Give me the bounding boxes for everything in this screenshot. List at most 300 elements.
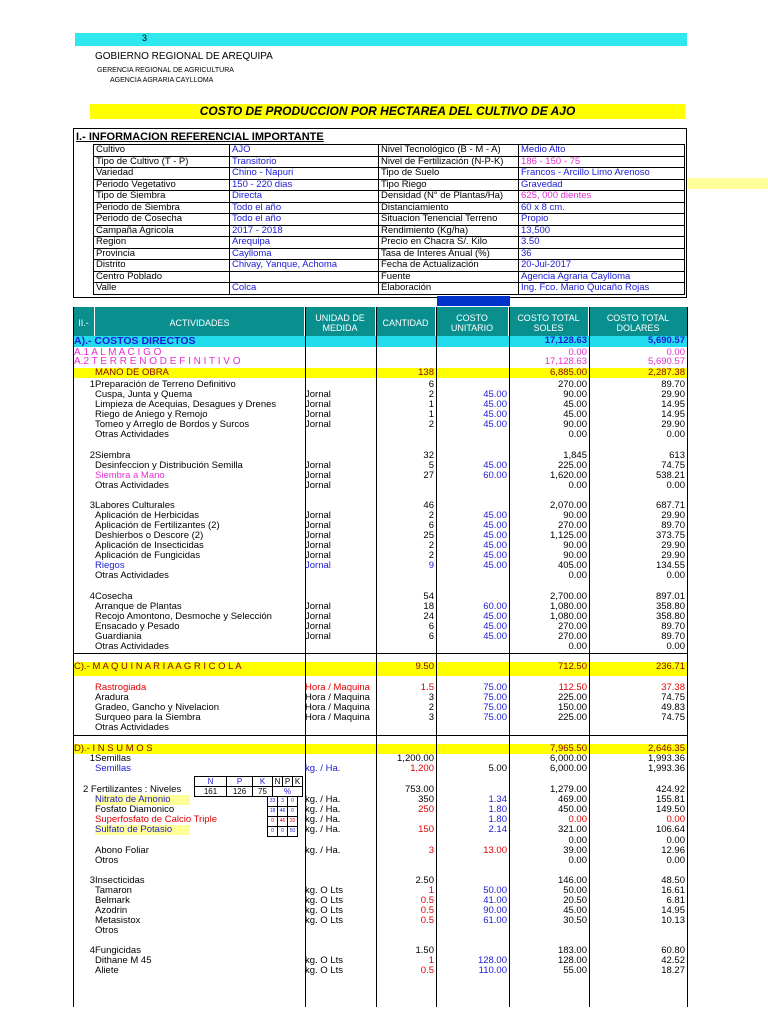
composition-cell: 0 [268, 827, 278, 837]
direct-costs-label: A).- COSTOS DIRECTOS [74, 335, 196, 347]
cost-cell-unit: kg. O Lts [305, 965, 344, 976]
cost-cell-dollars: 0.00 [666, 814, 685, 825]
cost-cell-activity: Recojo Amontono, Desmoche y Selección [95, 611, 272, 622]
cost-cell-soles: 45.00 [563, 399, 587, 410]
cost-cell-unit: Jornal [305, 601, 331, 612]
cost-cell-num [73, 511, 95, 521]
cost-cell-activity: Sulfato de Potasio [95, 824, 173, 835]
cost-cell-soles: 90.00 [563, 550, 587, 561]
info-label: Densidad (N° de Plantas/Ha) [379, 191, 519, 203]
cost-cell-unit: kg. / Ha. [305, 845, 341, 856]
cost-cell-unit-cost: 75.00 [483, 692, 507, 703]
cost-cell-qty: 2 [428, 540, 434, 551]
cost-cell-activity: Cuspa, Junta y Quema [95, 389, 193, 400]
cost-cell-dollars: 42.52 [661, 955, 685, 966]
cost-cell-activity: Metasistox [95, 915, 141, 926]
cost-cell-num [73, 703, 95, 713]
cost-cell-qty [376, 642, 434, 652]
cost-cell-dollars: 29.90 [661, 419, 685, 430]
cost-cell-dollars: 74.75 [661, 692, 685, 703]
cost-cell-activity: Insecticidas [95, 875, 145, 886]
cost-cell-soles: 1,080.00 [550, 611, 587, 622]
npk-header-k: K [253, 777, 273, 787]
cost-cell-unit [305, 642, 376, 652]
info-value: Todo el año [230, 202, 379, 214]
cost-cell-unit: kg. / Ha. [305, 814, 341, 825]
cost-cell-dollars: 10.13 [661, 915, 685, 926]
composition-cell: 46 [278, 807, 288, 817]
cost-cell-num [73, 886, 95, 896]
cost-cell-unit [305, 856, 376, 866]
composition-cell: 50 [288, 827, 298, 837]
cost-cell-unit: kg. / Ha. [305, 804, 341, 815]
cost-cell-soles: 90.00 [563, 389, 587, 400]
info-label: Tipo de Siembra [94, 191, 230, 203]
cost-cell-dollars: 12.96 [661, 845, 685, 856]
cost-cell-unit: kg. O Lts [305, 915, 344, 926]
page-number: 3 [142, 33, 148, 43]
cost-cell-dollars: 14.95 [661, 905, 685, 916]
machinery-label: C).- M A Q U I N A R I A A G R I C O L A [74, 661, 242, 672]
cost-cell-qty: 5 [428, 460, 434, 471]
info-value: Colca [230, 283, 379, 295]
cost-cell-num [73, 410, 95, 420]
cost-cell-soles: 6,000.00 [550, 753, 587, 764]
info-row [94, 283, 685, 295]
cost-cell-dollars: 14.95 [661, 399, 685, 410]
cost-cell-activity: Arranque de Plantas [95, 601, 182, 612]
cost-cell-activity: Semillas [95, 763, 131, 774]
cost-cell-unit-cost: 45.00 [483, 389, 507, 400]
cost-cell-unit: Jornal [305, 510, 331, 521]
cost-cell-dollars: 18.27 [661, 965, 685, 976]
cost-cell-num [73, 805, 95, 815]
almacigo-dollars: 0.00 [666, 347, 685, 358]
cost-cell-activity: Siembra [95, 450, 131, 461]
cost-cell-soles: 0.00 [568, 814, 587, 825]
info-label: Situacion Tenencial Terreno [379, 214, 519, 226]
info-label: Nivel de Fertilización (N-P-K) [379, 156, 519, 168]
cost-cell-num [73, 896, 95, 906]
composition-cell: 18 [268, 807, 278, 817]
cost-cell-soles: 90.00 [563, 510, 587, 521]
cost-cell-activity: Otras Actividades [95, 722, 169, 733]
cost-cell-activity: Otras Actividades [95, 429, 169, 440]
labor-soles: 6,885.00 [550, 367, 587, 378]
cost-cell-num [73, 561, 95, 571]
cost-cell-soles: 1,845 [563, 450, 587, 461]
cost-cell-activity: Siembra a Mano [95, 470, 165, 481]
cost-cell-unit-cost: 45.00 [483, 530, 507, 541]
cost-cell-dollars: 687.71 [655, 500, 685, 511]
cost-cell-qty: 2 [428, 419, 434, 430]
info-label: Elaboración [379, 283, 519, 295]
cost-cell-num [73, 906, 95, 916]
cost-cell-soles: 45.00 [563, 905, 587, 916]
fertilizer-composition-table [267, 796, 298, 837]
cost-cell-activity: Azodrin [95, 905, 128, 916]
info-value: AJO [230, 145, 379, 157]
cost-cell-num [73, 390, 95, 400]
cost-cell-qty: 1.5 [420, 682, 434, 693]
col-header-activities: ACTIVIDADES [95, 307, 305, 338]
cost-cell-qty: 1.50 [415, 945, 434, 956]
cost-cell-dollars: 37.38 [661, 682, 685, 693]
cost-cell-unit: Jornal [305, 460, 331, 471]
cost-cell-soles: 1,279.00 [550, 784, 587, 795]
cost-cell-soles: 270.00 [557, 631, 587, 642]
top-color-bar [75, 33, 687, 46]
info-value: Chino - Napuri [230, 168, 379, 180]
cost-cell-activity: Ensacado y Pesado [95, 621, 180, 632]
info-value: 36 [519, 248, 685, 260]
cost-cell-soles [509, 723, 587, 733]
cost-cell-dollars: 74.75 [661, 460, 685, 471]
cost-cell-qty: 0.5 [420, 965, 434, 976]
info-label: Tasa de Interes Anual (%) [379, 248, 519, 260]
grid-line [73, 735, 687, 736]
cost-cell-unit-cost: 45.00 [483, 460, 507, 471]
cost-cell-unit: Jornal [305, 631, 331, 642]
gerencia-header: GERENCIA REGIONAL DE AGRICULTURA [97, 67, 234, 74]
cost-cell-num [73, 420, 95, 430]
cost-cell-qty [376, 481, 434, 491]
terreno-label: A.2 T E R R E N O D E F I N I T I V O [74, 356, 241, 367]
cost-cell-qty: 54 [423, 591, 434, 602]
cost-cell-qty: 0.5 [420, 905, 434, 916]
cost-cell-qty [376, 926, 434, 936]
cost-cell-dollars: 74.75 [661, 712, 685, 723]
info-label: Tipo Riego [379, 179, 519, 191]
cost-cell-num [73, 481, 95, 491]
col-header-total-dollars: COSTO TOTAL DOLARES [589, 307, 687, 338]
cost-cell-unit-cost [436, 723, 507, 733]
cost-cell-activity: Otros [95, 855, 119, 866]
cost-cell-unit-cost [436, 856, 507, 866]
info-value: Francos - Arcillo Limo Arenoso [519, 168, 685, 180]
cost-cell-soles: 146.00 [557, 875, 587, 886]
cost-cell-dollars: 89.70 [661, 379, 685, 390]
cost-cell-unit-cost: 45.00 [483, 621, 507, 632]
cost-cell-unit: kg. / Ha. [305, 794, 341, 805]
cost-cell-dollars: 0.00 [666, 429, 685, 440]
cost-cell-soles: 0.00 [568, 641, 587, 652]
info-label: Periodo de Siembra [94, 202, 230, 214]
cost-cell-unit-cost: 1.80 [488, 804, 507, 815]
info-value: Arequipa [230, 237, 379, 249]
info-value: 625, 000 dientes [519, 191, 685, 203]
cost-cell-soles [509, 926, 587, 936]
cost-cell-qty: 18 [423, 601, 434, 612]
cost-cell-dollars: 48.50 [661, 875, 685, 886]
cost-cell-qty: 753.00 [404, 784, 434, 795]
composition-cell: 0 [278, 827, 288, 837]
cost-cell-unit-cost: 45.00 [483, 550, 507, 561]
cost-cell-dollars: 29.90 [661, 550, 685, 561]
cost-cell-dollars: 538.21 [655, 470, 685, 481]
cost-cell-unit: Jornal [305, 399, 331, 410]
cost-cell-qty: 1,200.00 [397, 753, 434, 764]
cost-cell-num [73, 846, 95, 856]
composition-cell: 0 [268, 817, 278, 827]
npk-h2-k: K [293, 777, 303, 787]
cost-cell-dollars: 0.00 [666, 855, 685, 866]
cost-cell-qty: 6 [428, 631, 434, 642]
cost-cell-soles: 225.00 [557, 692, 587, 703]
composition-cell: 0 [288, 797, 298, 807]
cost-cell-qty: 6 [428, 520, 434, 531]
cost-cell-soles: 2,700.00 [550, 591, 587, 602]
cost-cell-qty: 3 [428, 712, 434, 723]
cost-cell-soles: 6,000.00 [550, 763, 587, 774]
cost-cell-unit-cost: 45.00 [483, 399, 507, 410]
cost-cell-unit-cost: 45.00 [483, 510, 507, 521]
cost-cell-num [73, 602, 95, 612]
info-value: Agencia Agraria Caylloma [519, 271, 685, 283]
info-row [94, 202, 685, 214]
cost-cell-num [73, 612, 95, 622]
cost-cell-num [73, 531, 95, 541]
npk-value-k: 75 [253, 787, 273, 797]
cost-cell-dollars: 89.70 [661, 621, 685, 632]
cost-cell-dollars: 6.81 [666, 895, 685, 906]
cost-cell-unit-cost: 45.00 [483, 520, 507, 531]
direct-costs-dollars: 5,690.57 [648, 335, 685, 346]
cost-cell-dollars [589, 926, 685, 936]
cost-cell-num [73, 966, 95, 976]
cost-cell-qty: 2 [428, 702, 434, 713]
cost-cell-num: 4 [89, 945, 95, 956]
composition-cell: 3 [278, 797, 288, 807]
cost-cell-qty: 32 [423, 450, 434, 461]
cost-cell-qty [376, 723, 434, 733]
cost-cell-qty: 2 [428, 389, 434, 400]
info-value: Todo el año [230, 214, 379, 226]
cost-cell-unit [305, 571, 376, 581]
info-label: Precio en Chacra S/. Kilo [379, 237, 519, 249]
cost-cell-unit [305, 926, 376, 936]
info-label: Rendimiento (Kg/ha) [379, 225, 519, 237]
cost-cell-soles: 270.00 [557, 621, 587, 632]
cost-cell-soles: 0.00 [568, 835, 587, 846]
cost-cell-dollars: 424.92 [655, 784, 685, 795]
cost-cell-unit: kg. O Lts [305, 885, 344, 896]
cost-cell-activity: Guardiania [95, 631, 142, 642]
cost-cell-unit: Hora / Maquina [305, 702, 370, 713]
cost-cell-soles: 270.00 [557, 520, 587, 531]
cost-cell-num: 1 [89, 379, 95, 390]
composition-cell: 0 [288, 807, 298, 817]
info-value: Gravedad [519, 179, 685, 191]
npk-percent: % [273, 787, 303, 797]
grid-line [687, 307, 688, 1007]
cost-cell-dollars: 14.95 [661, 409, 685, 420]
npk-header-n: N [195, 777, 227, 787]
cost-cell-num [73, 815, 95, 825]
info-row [94, 191, 685, 203]
cost-cell-dollars: 29.90 [661, 510, 685, 521]
cost-cell-unit: Jornal [305, 530, 331, 541]
info-value: 60 x 8 cm. [519, 202, 685, 214]
cost-cell-unit: Hora / Maquina [305, 712, 370, 723]
npk-header-p: P [227, 777, 253, 787]
cost-cell-unit: kg. O Lts [305, 895, 344, 906]
cost-cell-unit-cost: 45.00 [483, 611, 507, 622]
cost-cell-unit-cost: 75.00 [483, 682, 507, 693]
cost-cell-num [73, 956, 95, 966]
cost-cell-activity: Tamaron [95, 885, 132, 896]
info-value: Medio Alto [519, 145, 685, 157]
cost-cell-num [73, 713, 95, 723]
cost-cell-soles: 321.00 [557, 824, 587, 835]
cost-cell-soles: 90.00 [563, 419, 587, 430]
info-row [94, 225, 685, 237]
cost-cell-unit-cost: 75.00 [483, 702, 507, 713]
machinery-dollars: 236.71 [655, 661, 685, 672]
cost-cell-unit-cost: 61.00 [483, 915, 507, 926]
col-header-total-soles: COSTO TOTAL SOLES [509, 307, 589, 338]
info-label: Campaña Agricola [94, 225, 230, 237]
info-label: Variedad [94, 168, 230, 180]
cost-cell-soles: 128.00 [557, 955, 587, 966]
cost-cell-num [73, 632, 95, 642]
blue-marker [437, 296, 510, 306]
cost-cell-activity: Otras Actividades [95, 480, 169, 491]
col-header-qty: CANTIDAD [376, 307, 436, 338]
info-row [94, 260, 685, 272]
cost-cell-dollars: 897.01 [655, 591, 685, 602]
cost-cell-soles: 1,620.00 [550, 470, 587, 481]
cost-cell-num [73, 693, 95, 703]
info-value: Transitorio [230, 156, 379, 168]
composition-cell: 20 [288, 817, 298, 827]
cost-cell-soles: 90.00 [563, 540, 587, 551]
cost-cell-qty: 1 [428, 955, 434, 966]
info-row [94, 237, 685, 249]
cost-cell-num [73, 795, 95, 805]
terreno-soles: 17,128.63 [544, 356, 587, 367]
cost-cell-soles: 1,080.00 [550, 601, 587, 612]
cost-cell-qty: 1 [428, 409, 434, 420]
cost-cell-activity: Aradura [95, 692, 129, 703]
cost-cell-activity: Semillas [95, 753, 131, 764]
cost-cell-activity: Otras Actividades [95, 641, 169, 652]
cost-cell-activity: Riegos [95, 560, 125, 571]
info-label: Periodo de Cosecha [94, 214, 230, 226]
machinery-qty: 9.50 [415, 661, 434, 672]
cost-cell-unit-cost: 60.00 [483, 601, 507, 612]
cost-cell-soles: 50.00 [563, 885, 587, 896]
cost-cell-qty [376, 856, 434, 866]
cost-cell-soles: 225.00 [557, 712, 587, 723]
cost-cell-activity: Superfosfato de Calcio Triple [95, 814, 217, 825]
cost-cell-dollars: 0.00 [666, 835, 685, 846]
cost-cell-unit-cost: 45.00 [483, 540, 507, 551]
info-label: Distanciamiento [379, 202, 519, 214]
cost-cell-qty: 9 [428, 560, 434, 571]
cost-cell-activity: Gradeo, Gancho y Nivelacion [95, 702, 220, 713]
cost-cell-qty: 2 [428, 550, 434, 561]
cost-cell-activity: Rastrogiada [95, 682, 147, 693]
cost-cell-qty: 2.50 [415, 875, 434, 886]
cost-cell-unit-cost: 13.00 [483, 845, 507, 856]
cost-cell-num [73, 571, 95, 581]
cost-cell-activity: Otros [95, 925, 119, 936]
info-value: 20-Jul-2017 [519, 260, 685, 272]
cost-cell-dollars: 155.81 [655, 794, 685, 805]
cost-cell-activity: Aplicación de Herbicidas [95, 510, 200, 521]
npk-levels-table [194, 776, 303, 797]
cost-cell-qty: 46 [423, 500, 434, 511]
cost-cell-dollars: 16.61 [661, 885, 685, 896]
cost-cell-unit-cost: 128.00 [477, 955, 507, 966]
cost-cell-unit: Jornal [305, 621, 331, 632]
cost-cell-unit: Hora / Maquina [305, 682, 370, 693]
cost-cell-dollars: 49.83 [661, 702, 685, 713]
info-label: Nivel Tecnológico (B - M - A) [379, 145, 519, 157]
cost-cell-num [73, 926, 95, 936]
cost-cell-unit-cost: 1.80 [488, 814, 507, 825]
cost-cell-dollars: 106.64 [655, 824, 685, 835]
cost-cell-unit: kg. O Lts [305, 905, 344, 916]
cost-cell-qty: 250 [418, 804, 434, 815]
cost-cell-dollars: 149.50 [655, 804, 685, 815]
cost-cell-soles: 45.00 [563, 409, 587, 420]
info-label: Tipo de Cultivo (T - P) [94, 156, 230, 168]
cost-cell-soles: 112.50 [558, 682, 587, 693]
cost-cell-activity: Labores Culturales [95, 500, 175, 511]
cost-cell-unit-cost: 45.00 [483, 560, 507, 571]
cost-cell-num [73, 541, 95, 551]
cost-cell-soles: 30.50 [563, 915, 587, 926]
cost-cell-dollars: 358.80 [655, 611, 685, 622]
cost-cell-unit-cost: 5.00 [488, 763, 507, 774]
info-value: 13,500 [519, 225, 685, 237]
info-value: Propio [519, 214, 685, 226]
cost-cell-qty [376, 571, 434, 581]
cost-cell-num [73, 471, 95, 481]
cost-cell-soles: 0.00 [568, 429, 587, 440]
cost-cell-num [73, 551, 95, 561]
cost-cell-activity: Nitrato de Amonio [95, 794, 171, 805]
cost-cell-soles: 469.00 [557, 794, 587, 805]
cost-cell-num [73, 723, 95, 733]
info-value: 186 - 150 - 75 [519, 156, 685, 168]
cost-cell-soles: 1,125.00 [550, 530, 587, 541]
cost-cell-soles: 450.00 [557, 804, 587, 815]
cost-cell-soles: 0.00 [568, 855, 587, 866]
cost-cell-dollars [589, 723, 685, 733]
composition-cell: 46 [278, 817, 288, 827]
cost-cell-soles: 55.00 [563, 965, 587, 976]
cost-cell-unit-cost: 45.00 [483, 409, 507, 420]
cost-cell-activity: Abono Foliar [95, 845, 149, 856]
info-section-title: I.- INFORMACION REFERENCIAL IMPORTANTE [76, 131, 324, 143]
info-label: Cultivo [94, 145, 230, 157]
cost-cell-unit-cost: 45.00 [483, 419, 507, 430]
info-value: Directa [230, 191, 379, 203]
cost-cell-unit-cost: 75.00 [483, 712, 507, 723]
cost-cell-unit-cost [436, 430, 507, 440]
cost-cell-dollars: 134.55 [655, 560, 685, 571]
cost-cell-activity: Preparación de Terreno Definitivo [95, 379, 236, 390]
col-header-unit: UNIDAD DE MEDIDA [305, 307, 376, 338]
cost-cell-unit: Jornal [305, 419, 331, 430]
info-row [94, 271, 685, 283]
cost-cell-unit: Jornal [305, 480, 331, 491]
cost-cell-activity: Riego de Aniego y Remojo [95, 409, 208, 420]
cost-cell-qty: 25 [423, 530, 434, 541]
